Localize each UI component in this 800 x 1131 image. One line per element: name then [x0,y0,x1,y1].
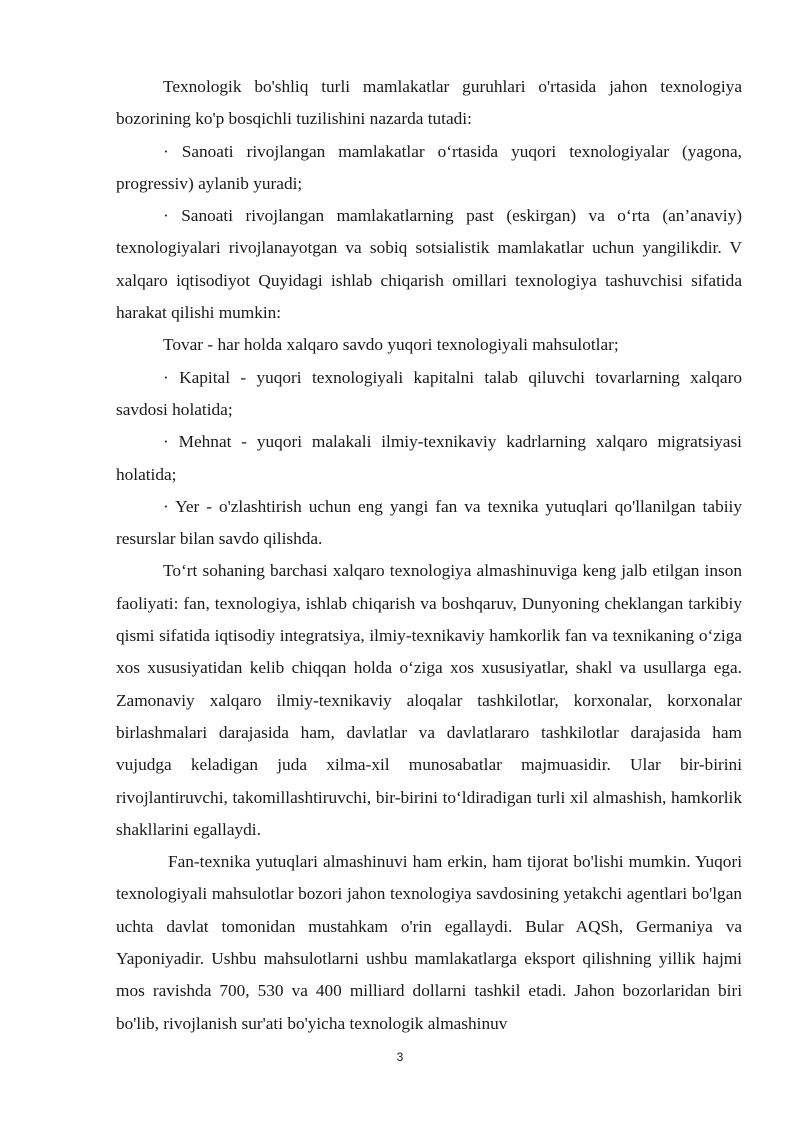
paragraph-four-spheres: To‘rt sohaning barchasi xalqaro texnologiya almashinuviga keng jalb etilgan inson faoliyati: fan, texnologiya, ishlab chiqarish va boshqaruv, Dunyoning cheklangan tarkibiy qismi sifatida iqtisodiy integratsiya, ilmiy-texnikaviy hamkorlik fan va texnikaning o‘ziga xos xususiyatidan kelib chiqqan holda o‘ziga xos xususiyatlar, shakl va usullarga ega. Zamonaviy xalqaro ilmiy-texnikaviy aloqalar tashkilotlar, korxonalar, korxonalar birlashmalari darajasida ham, davlatlar va davlatlararo tashkilotlar darajasida ham vujudga keladigan juda xilma-xil munosabatlar majmuasidir. Ular bir-birini rivojlantiruvchi, takomillashtiruvchi, bir-birini to‘ldiradigan turli xil almashish, hamkorlik shakllarini egallaydi. [116,561,742,839]
paragraph-bullet-land: · Yer - o'zlashtirish uchun eng yangi fan va texnika yutuqlari qo'llanilgan tabiiy resurslar bilan savdo qilishda. [116,496,742,549]
paragraph-goods: Tovar - har holda xalqaro savdo yuqori texnologiyali mahsulotlar; [163,335,619,355]
document-page [116,71,742,1040]
paragraph-bullet-developing: · Sanoati rivojlangan mamlakatlarning past (eskirgan) va o‘rta (an’anaviy) texnologiyalari rivojlanayotgan va sobiq sotsialistik mamlakatlar uchun yangilikdir. V xalqaro iqtisodiyot Quyidagi ishlab chiqarish omillari texnologiya tashuvchisi sifatida harakat qilishi mumkin: [116,206,742,323]
paragraph-exchange: Fan-texnika yutuqlari almashinuvi ham erkin, ham tijorat bo'lishi mumkin. Yuqori texnologiyali mahsulotlar bozori jahon texnologiya savdosining yetakchi agentlari bo'lgan uchta davlat tomonidan mustahkam o'rin egallaydi. Bular AQSh, Germaniya va Yaponiyadir. Ushbu mahsulotlarni ushbu mamlakatlarga eksport qilishning yillik hajmi mos ravishda 700, 530 va 400 milliard dollarni tashkil etadi. Jahon bozorlaridan biri bo'lib, rivojlanish sur'ati bo'yicha texnologik almashinuv [116,852,742,1033]
page-number: 3 [396,1050,404,1064]
paragraph-intro: Texnologik bo'shliq turli mamlakatlar guruhlari o'rtasida jahon texnologiya bozorining ko'p bosqichli tuzilishini nazarda tutadi: [116,77,742,129]
paragraph-bullet-industrial: · Sanoati rivojlangan mamlakatlar o‘rtasida yuqori texnologiyalar (yagona, progressiv) aylanib yuradi; [116,141,742,193]
paragraph-bullet-labor: · Mehnat - yuqori malakali ilmiy-texnikaviy kadrlarning xalqaro migratsiyasi holatida; [116,432,742,484]
paragraph-bullet-capital: · Kapital - yuqori texnologiyali kapitalni talab qiluvchi tovarlarning xalqaro savdosi holatida; [116,367,742,419]
